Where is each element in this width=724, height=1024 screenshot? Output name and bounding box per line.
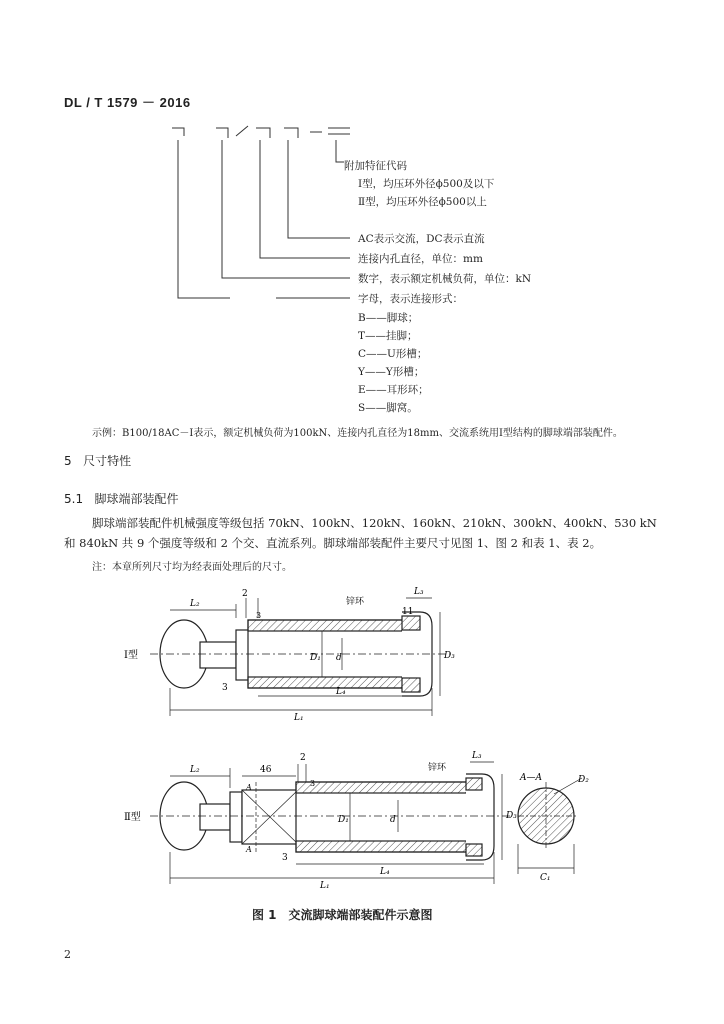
connection-type: B——脚球； — [358, 312, 419, 324]
section-title: A—A — [520, 773, 542, 783]
legend-item: AC表示交流，DC表示直流 — [358, 233, 485, 245]
type2-assembly — [150, 762, 510, 884]
legend-item: 数字，表示额定机械负荷，单位：kN — [358, 273, 532, 285]
figure-caption: 图 1 交流脚球端部装配件示意图 — [252, 908, 433, 922]
legend-item: Ⅰ型，均压环外径ϕ500及以下 — [358, 178, 495, 190]
dim-label: L₁ — [320, 881, 330, 891]
dim-label: L₄ — [380, 867, 390, 877]
note-text: 注：本章所列尺寸均为经表面处理后的尺寸。 — [92, 562, 292, 573]
connection-type: S——脚窝。 — [358, 402, 418, 414]
type2-label: Ⅱ型 — [124, 812, 141, 823]
dim-label: 46 — [260, 765, 272, 775]
section-5-1-heading: 5.1 脚球端部装配件 — [64, 492, 179, 506]
dim-label: D₁ — [310, 653, 321, 663]
dim-label: 3 — [222, 683, 228, 693]
dim-label: D₃ — [506, 811, 517, 821]
dim-label: 2 — [300, 753, 306, 763]
document-header: DL / T 1579 － 2016 — [64, 95, 191, 110]
section-mark: A — [246, 783, 252, 792]
paragraph-line: 和 840kN 共 9 个强度等级和 2 个交、直流系列。脚球端部装配件主要尺寸见图 1、图 2 和表 1、表 2。 — [64, 536, 602, 550]
code-bracket-diagram — [160, 118, 360, 308]
type1-label: Ⅰ型 — [124, 650, 138, 661]
figure-1-drawing — [110, 582, 600, 894]
dim-label: D₂ — [578, 775, 589, 785]
dim-label: 2 — [242, 589, 248, 599]
dim-label: L₁ — [294, 713, 304, 723]
connection-type: C——U形槽； — [358, 348, 428, 360]
dim-label: D₁ — [338, 815, 349, 825]
dim-label: L₄ — [336, 687, 346, 697]
section-5-heading: 5 尺寸特性 — [64, 454, 132, 468]
section-aa-view — [518, 778, 582, 874]
dim-label: L₃ — [472, 751, 482, 761]
dim-label: D₃ — [444, 651, 455, 661]
dim-label: 11 — [402, 607, 414, 617]
section-mark: A — [246, 845, 252, 854]
legend-item: 字母，表示连接形式： — [358, 293, 463, 305]
legend-item: Ⅱ型，均压环外径ϕ500以上 — [358, 196, 487, 208]
connection-type: T——挂脚； — [358, 330, 418, 342]
legend-item: 附加特征代码 — [344, 160, 407, 172]
dim-label: C₁ — [540, 873, 551, 883]
dim-label: d — [336, 653, 342, 663]
connection-type: Y——Y形槽； — [358, 366, 425, 378]
ring-label: 锌环 — [428, 763, 447, 773]
legend-item: 连接内孔直径，单位：mm — [358, 253, 483, 265]
dim-label: L₂ — [190, 765, 200, 775]
dim-label: L₂ — [190, 599, 200, 609]
example-text: 示例：B100/18AC－Ⅰ表示，额定机械负荷为100kN、连接内孔直径为18mm、交流系统用Ⅰ型结构的脚球端部装配件。 — [92, 428, 623, 439]
dim-label: d — [390, 815, 396, 825]
dim-label: L₃ — [414, 587, 424, 597]
dim-label: 3 — [256, 611, 262, 620]
page-number: 2 — [64, 948, 71, 961]
ring-label: 锌环 — [346, 597, 365, 607]
dim-label: 3 — [310, 779, 316, 788]
dim-label: 3 — [282, 853, 288, 863]
paragraph-line: 脚球端部装配件机械强度等级包括 70kN、100kN、120kN、160kN、210kN、300kN、400kN、530 kN — [92, 516, 657, 530]
connection-type: E——耳形环； — [358, 384, 429, 396]
